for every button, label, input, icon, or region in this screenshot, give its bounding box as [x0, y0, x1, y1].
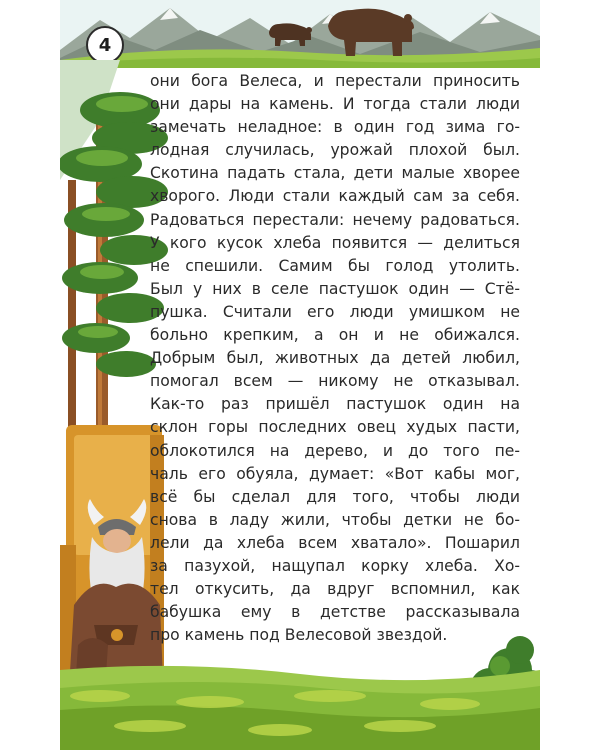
story-line: про камень под Велесовой звездой.	[150, 626, 448, 645]
mountain-landscape	[60, 0, 540, 68]
story-line: хворого. Люди стали каждый сам за себя.	[150, 187, 520, 206]
grass-meadow	[60, 630, 540, 750]
page-number: 4	[86, 26, 124, 64]
story-line: У кого кусок хлеба появится — делиться	[150, 233, 520, 252]
story-line: снова в ладу жили, чтобы детки не бо-	[150, 510, 520, 529]
story-line: бабушка ему в детстве рассказывала	[150, 603, 520, 622]
story-line: тел откусить, да вдруг вспомнил, как	[150, 580, 520, 599]
story-line: замечать неладное: в один год зима го-	[150, 118, 520, 137]
story-line: лодная случилась, урожай плохой был.	[150, 141, 520, 160]
story-line: Как-то раз пришёл пастушок один на	[150, 395, 520, 414]
story-line: не спешили. Самим бы голод утолить.	[150, 256, 520, 275]
story-line: чаль его обуяла, думает: «Вот кабы мог,	[150, 464, 520, 483]
story-line: Радоваться перестали: нечему радоваться.	[150, 210, 520, 229]
bear-icon	[322, 2, 417, 58]
story-line: они бога Велеса, и перестали приносить	[150, 72, 520, 90]
story-line: больно крепким, а он и не обижался.	[150, 326, 520, 345]
bear-icon	[265, 18, 315, 48]
story-line: склон горы последних овец худых пасти,	[150, 418, 520, 437]
story-line: облокотился на дерево, и до того пе-	[150, 441, 520, 460]
story-line: они дары на камень. И тогда стали люди	[150, 95, 520, 114]
story-line: Добрым был, животных да детей любил,	[150, 349, 520, 368]
story-line: Скотина падать стала, дети малые хворее	[150, 164, 520, 183]
story-line: помогал всем — никому не отказывал.	[150, 372, 520, 391]
story-line: лели да хлеба всем хватало». Пошарил	[150, 533, 520, 552]
story-text	[150, 70, 520, 647]
story-line: пушка. Считали его люди умишком не	[150, 302, 520, 321]
story-line: за пазухой, нащупал корку хлеба. Хо-	[150, 556, 520, 575]
story-line: всё бы сделал для того, чтобы люди	[150, 487, 520, 506]
story-line: Был у них в селе пастушок один — Стё-	[150, 279, 520, 298]
